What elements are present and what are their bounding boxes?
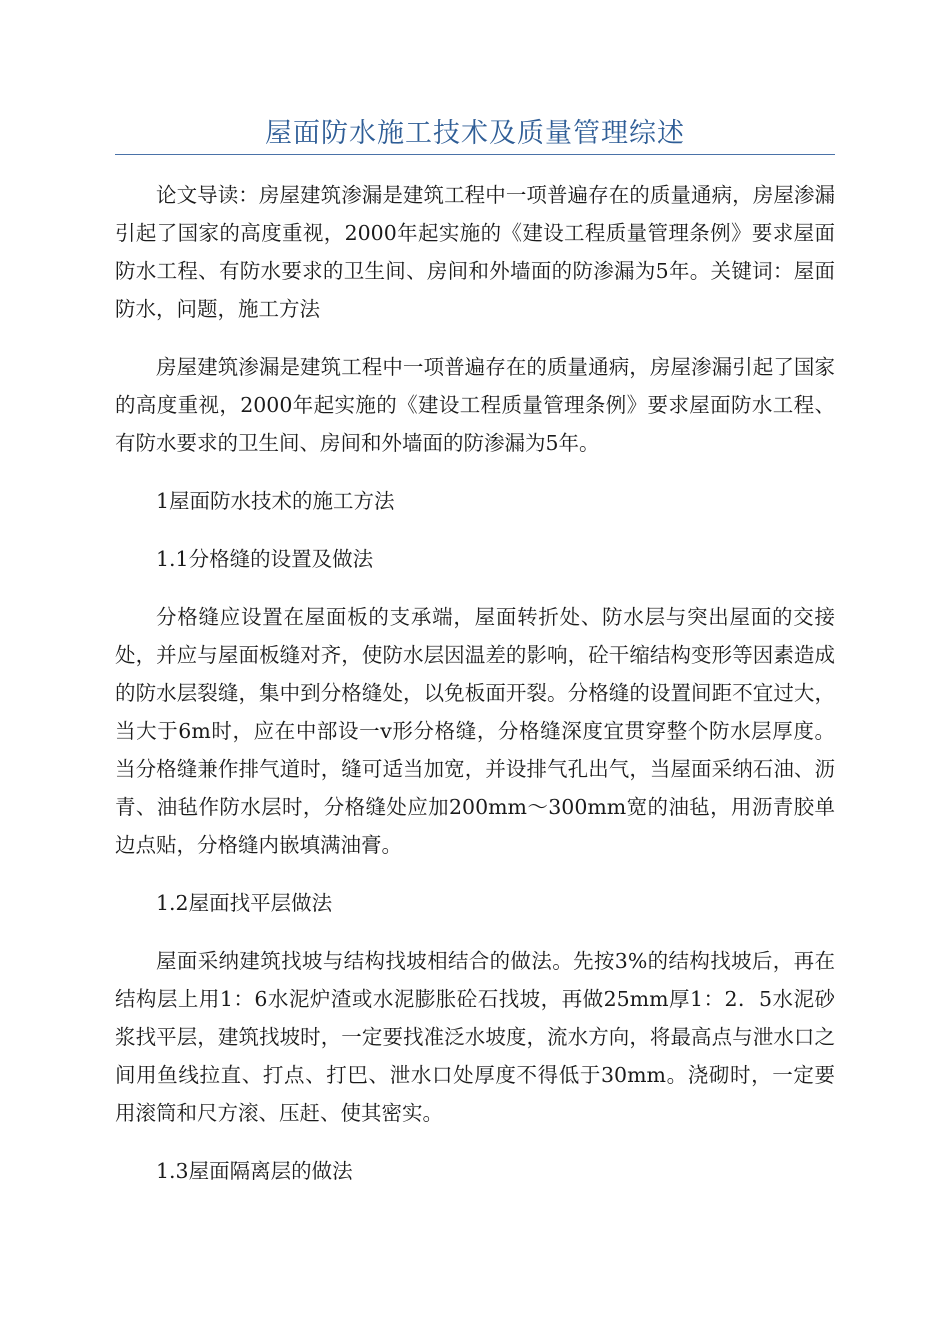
document-body	[115, 176, 835, 1210]
section-heading-1-1: 1.1分格缝的设置及做法	[156, 547, 374, 571]
title-underline	[115, 154, 835, 155]
section-1-2-paragraph: 屋面采纳建筑找坡与结构找坡相结合的做法。先按3%的结构找坡后，再在结构层上用1：6水泥炉渣或水泥膨胀砼石找坡，再做25mm厚1：2．5水泥砂浆找平层，建筑找坡时，一定要找准泛水坡度，流水方向，将最高点与泄水口之间用鱼线拉直、打点、打巴、泄水口处厚度不得低于30mm。浇砌时，一定要用滚筒和尺方滚、压赶、使其密实。	[115, 949, 835, 1125]
section-heading-1-3: 1.3屋面隔离层的做法	[156, 1159, 353, 1183]
section-heading-1: 1屋面防水技术的施工方法	[156, 489, 395, 513]
abstract-paragraph: 论文导读：房屋建筑渗漏是建筑工程中一项普遍存在的质量通病，房屋渗漏引起了国家的高度重视，2000年起实施的《建设工程质量管理条例》要求屋面防水工程、有防水要求的卫生间、房间和外墙面的防渗漏为5年。关键词：屋面防水，问题，施工方法	[115, 183, 835, 321]
document-title: 屋面防水施工技术及质量管理综述	[265, 118, 685, 149]
section-heading-1-2: 1.2屋面找平层做法	[156, 891, 333, 915]
intro-paragraph: 房屋建筑渗漏是建筑工程中一项普遍存在的质量通病，房屋渗漏引起了国家的高度重视，2000年起实施的《建设工程质量管理条例》要求屋面防水工程、有防水要求的卫生间、房间和外墙面的防渗漏为5年。	[115, 355, 835, 455]
section-1-1-paragraph: 分格缝应设置在屋面板的支承端，屋面转折处、防水层与突出屋面的交接处，并应与屋面板缝对齐，使防水层因温差的影响，砼干缩结构变形等因素造成的防水层裂缝，集中到分格缝处，以免板面开裂。分格缝的设置间距不宜过大，当大于6m时，应在中部设一v形分格缝，分格缝深度宜贯穿整个防水层厚度。当分格缝兼作排气道时，缝可适当加宽，并设排气孔出气，当屋面采纳石油、沥青、油毡作防水层时，分格缝处应加200mm～300mm宽的油毡，用沥青胶单边点贴，分格缝内嵌填满油膏。	[115, 605, 835, 857]
